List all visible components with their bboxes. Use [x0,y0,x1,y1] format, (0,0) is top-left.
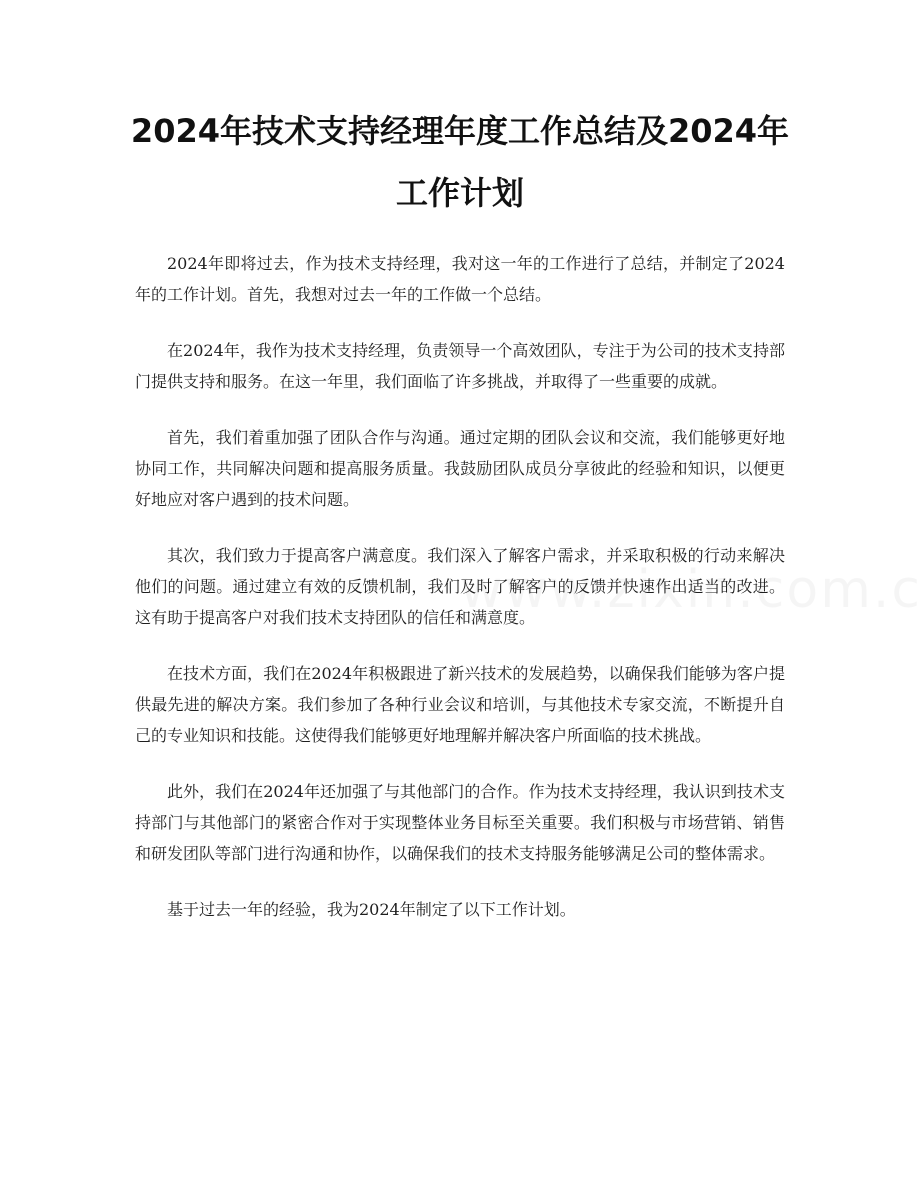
paragraph-2: 在2024年，我作为技术支持经理，负责领导一个高效团队，专注于为公司的技术支持部门提供支持和服务。在这一年里，我们面临了许多挑战，并取得了一些重要的成就。 [135,341,785,391]
document-body [135,248,785,950]
paragraph-6: 此外，我们在2024年还加强了与其他部门的合作。作为技术支持经理，我认识到技术支持部门与其他部门的紧密合作对于实现整体业务目标至关重要。我们积极与市场营销、销售和研发团队等部门进行沟通和协作，以确保我们的技术支持服务能够满足公司的整体需求。 [135,782,785,863]
paragraph-1: 2024年即将过去，作为技术支持经理，我对这一年的工作进行了总结，并制定了2024年的工作计划。首先，我想对过去一年的工作做一个总结。 [135,254,785,304]
paragraph-7: 基于过去一年的经验，我为2024年制定了以下工作计划。 [167,900,576,919]
paragraph-3: 首先，我们着重加强了团队合作与沟通。通过定期的团队会议和交流，我们能够更好地协同工作，共同解决问题和提高服务质量。我鼓励团队成员分享彼此的经验和知识，以便更好地应对客户遇到的技术问题。 [135,428,785,509]
document-title: 2024年技术支持经理年度工作总结及2024年工作计划 [130,112,790,212]
paragraph-5: 在技术方面，我们在2024年积极跟进了新兴技术的发展趋势，以确保我们能够为客户提供最先进的解决方案。我们参加了各种行业会议和培训，与其他技术专家交流，不断提升自己的专业知识和技能。这使得我们能够更好地理解并解决客户所面临的技术挑战。 [135,664,785,745]
paragraph-4: 其次，我们致力于提高客户满意度。我们深入了解客户需求，并采取积极的行动来解决他们的问题。通过建立有效的反馈机制，我们及时了解客户的反馈并快速作出适当的改进。这有助于提高客户对我们技术支持团队的信任和满意度。 [135,546,785,627]
